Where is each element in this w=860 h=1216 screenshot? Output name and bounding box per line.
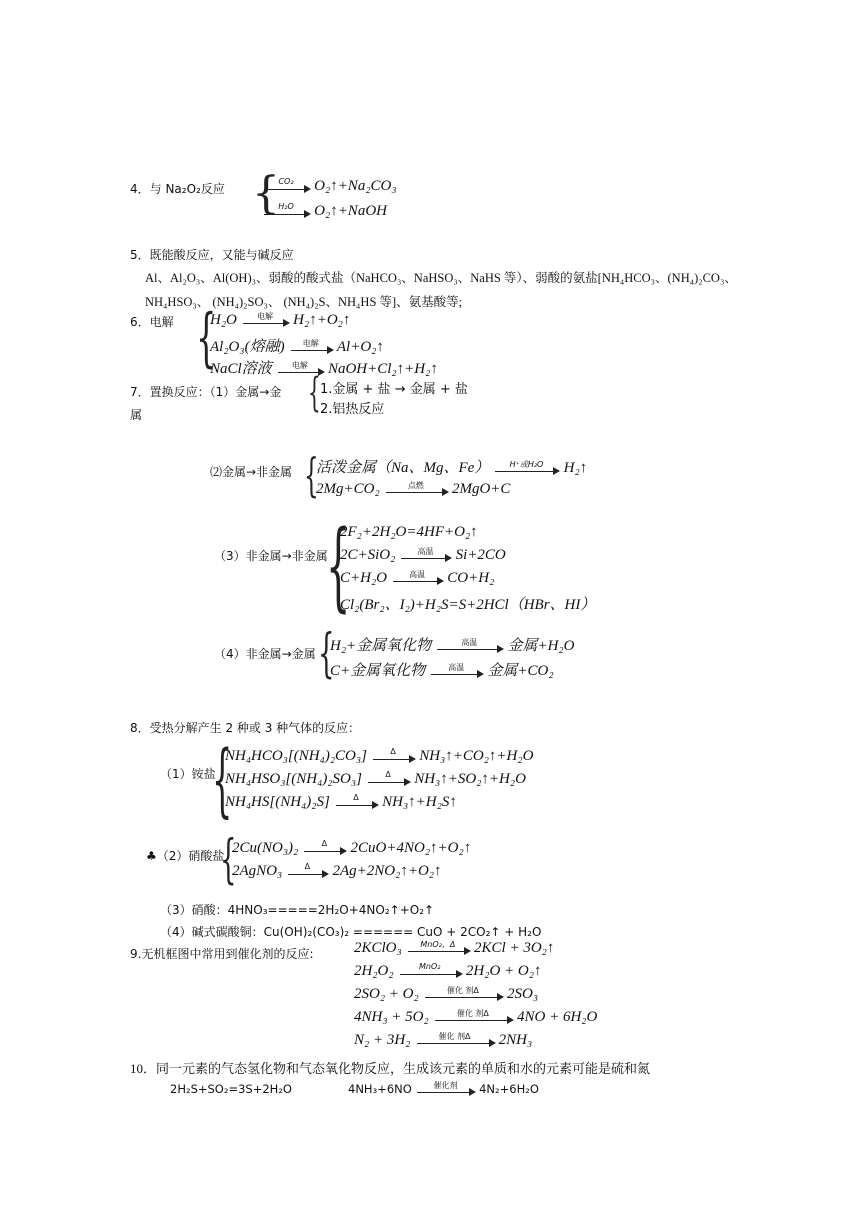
s4-reaction-2: H₂O O₂↑+NaOH xyxy=(262,203,387,220)
s7-p3-reaction-3: C+H₂O 高温 CO+H₂ xyxy=(340,569,495,586)
arrow: Δ xyxy=(288,865,326,879)
s9-reaction-1: 2KClO₃ MnO₂，Δ 2KCl + 3O₂↑ xyxy=(354,939,555,956)
s7-p3-reaction-4: Cl₂(Br₂、I₂)+H₂S=S+2HCl（HBr、HI） xyxy=(340,597,596,613)
brace: { xyxy=(326,510,351,622)
brace: { xyxy=(318,624,335,684)
s8-p1-reaction-1: NH₄HCO₃[(NH₄)₂CO₃] Δ NH₃↑+CO₂↑+H₂O xyxy=(225,746,534,764)
brace: { xyxy=(212,733,233,826)
s9-label: 9.无机框图中常用到催化剂的反应: xyxy=(130,947,314,961)
arrow: 电解 xyxy=(243,314,287,328)
arrow: 点燃 xyxy=(386,483,446,497)
s9-reaction-3: 2SO₂ + O₂ 催化 剂Δ 2SO₃ xyxy=(354,985,539,1002)
s10-eq1: 2H₂S+SO₂=3S+2H₂O xyxy=(170,1082,292,1096)
arrow: 催化剂 xyxy=(417,1083,473,1097)
s5-line2: NH₄HSO₃、 (NH₄)₂SO₃、 (NH₄)₂S、NH₄HS 等]、氨基酸等; xyxy=(145,295,463,309)
brace: { xyxy=(220,830,237,890)
arrow: Δ xyxy=(336,796,376,810)
brace: { xyxy=(304,448,319,502)
s7-p4-label: （4）非金属→金属 xyxy=(214,647,316,661)
s8-p4: （4）碱式碳酸铜：Cu(OH)₂(CO₃)₂ ====== CuO + 2CO₂↑ + H₂O xyxy=(160,925,542,939)
s9-reaction-5: N₂ + 3H₂ 催化 剂Δ 2NH₃ xyxy=(354,1031,533,1048)
s7-p2-label: ⑵金属→非金属 xyxy=(210,465,293,479)
s7-p3-reaction-1: 2F₂+2H₂O=4HF+O₂↑ xyxy=(340,524,478,540)
arrow: Δ xyxy=(304,842,344,856)
s6-reaction-1: H₂O 电解 H₂↑+O₂↑ xyxy=(210,311,351,328)
s7-label: 7．置换反应：（1）金属→金 xyxy=(130,385,282,399)
s7-r2: 2.铝热反应 xyxy=(320,402,385,417)
arrow: 催化 剂Δ xyxy=(417,1034,493,1048)
s10-eq2: 4NH₃+6NO 催化剂 4N₂+6H₂O xyxy=(348,1080,539,1096)
s7-r1: 1.金属 + 盐 → 金属 + 盐 xyxy=(320,382,468,397)
arrow: H⁺或H₂O xyxy=(495,462,557,476)
s7-p3-label: （3）非金属→非金属 xyxy=(214,549,328,563)
brace: { xyxy=(252,168,280,219)
s7-label-cont: 属 xyxy=(130,408,143,422)
s10-title: 10．同一元素的气态氢化物和气态氧化物反应，生成该元素的单质和水的元素可能是硫和氮 xyxy=(130,1061,651,1076)
arrow: CO₂ xyxy=(264,180,308,194)
arrow: 催化 剂Δ xyxy=(435,1011,511,1025)
s6-label: 6．电解 xyxy=(130,315,174,329)
s9-reaction-2: 2H₂O₂ MnO₂ 2H₂O + O₂↑ xyxy=(354,961,542,979)
s8-p1-reaction-3: NH₄HS[(NH₄)₂S] Δ NH₃↑+H₂S↑ xyxy=(225,792,457,810)
s7-p2-reaction-2: 2Mg+CO₂ 点燃 2MgO+C xyxy=(316,480,511,497)
s8-p3: （3）硝酸：4HNO₃=====2H₂O+4NO₂↑+O₂↑ xyxy=(160,903,435,917)
arrow: 高温 xyxy=(437,640,501,654)
s6-reaction-3: NaCl溶液 电解 NaOH+Cl₂↑+H₂↑ xyxy=(210,360,438,377)
s8-p1-label: （1）铵盐 xyxy=(160,767,216,781)
arrow: MnO₂，Δ xyxy=(408,942,468,956)
arrow: Δ xyxy=(373,750,413,764)
arrow: 电解 xyxy=(278,363,322,377)
s8-title: 8．受热分解产生 2 种或 3 种气体的反应： xyxy=(130,721,361,735)
arrow: MnO₂ xyxy=(400,965,460,979)
arrow: 电解 xyxy=(291,341,331,355)
s7-p4-reaction-1: H₂+金属氧化物 高温 金属+H₂O xyxy=(330,637,575,654)
arrow: 高温 xyxy=(393,572,441,586)
s9-reaction-4: 4NH₃ + 5O₂ 催化 剂Δ 4NO + 6H₂O xyxy=(354,1008,598,1025)
arrow: Δ xyxy=(368,773,408,787)
s5-line1: Al、Al₂O₃、Al(OH)₃、弱酸的酸式盐（NaHCO₃、NaHSO₃、NaHS 等）、弱酸的氨盐[NH₄HCO₃、(NH₄)₂CO₃、 xyxy=(145,271,737,285)
arrow: H₂O xyxy=(264,205,308,219)
s8-p2-label: ♣（2）硝酸盐 xyxy=(146,849,225,863)
s7-p4-reaction-2: C+金属氧化物 高温 金属+CO₂ xyxy=(330,662,554,679)
s8-p1-reaction-2: NH₄HSO₃[(NH₄)₂SO₃] Δ NH₃↑+SO₂↑+H₂O xyxy=(225,769,526,787)
s4-reaction-1: CO₂ O₂↑+Na₂CO₃ xyxy=(262,178,397,195)
s8-p2-reaction-2: 2AgNO₃ Δ 2Ag+2NO₂↑+O₂↑ xyxy=(232,861,442,879)
s7-p3-reaction-2: 2C+SiO₂ 高温 Si+2CO xyxy=(340,546,506,563)
arrow: 高温 xyxy=(401,549,449,563)
brace: { xyxy=(308,370,321,416)
s5-title: 5．既能酸反应，又能与碱反应 xyxy=(130,248,294,262)
arrow: 高温 xyxy=(431,665,481,679)
s7-p2-reaction-1: 活泼金属（Na、Mg、Fe） H⁺或H₂O H₂↑ xyxy=(316,459,588,476)
arrow: 催化 剂Δ xyxy=(425,988,501,1002)
s6-reaction-2: Al₂O₃(熔融) 电解 Al+O₂↑ xyxy=(210,338,384,355)
brace: { xyxy=(196,301,217,375)
s8-p2-reaction-1: 2Cu(NO₃)₂ Δ 2CuO+4NO₂↑+O₂↑ xyxy=(232,838,472,856)
s4-label: 4．与 Na₂O₂反应 xyxy=(130,182,225,196)
